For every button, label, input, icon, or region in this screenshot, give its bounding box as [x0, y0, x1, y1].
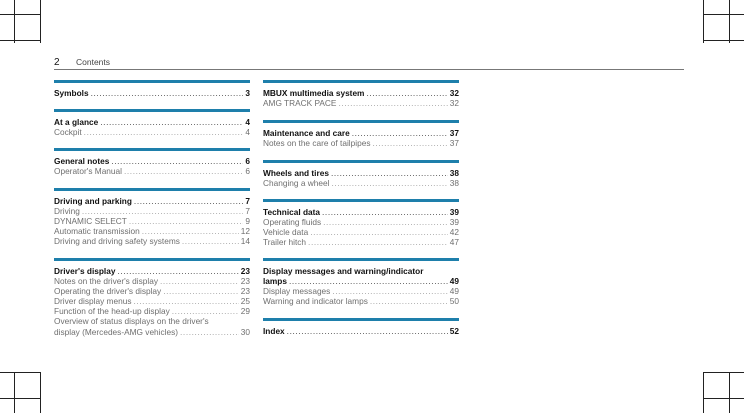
section-bar — [54, 188, 250, 191]
crop-mark — [14, 0, 15, 43]
crop-mark — [703, 0, 704, 43]
toc-page: 9 — [245, 216, 250, 227]
toc-subentry[interactable] — [263, 227, 459, 237]
toc-section-index — [263, 318, 459, 336]
toc-label: Warning and indicator lamps — [263, 296, 368, 307]
toc-page: 12 — [240, 226, 250, 237]
toc-entry[interactable] — [54, 196, 250, 206]
toc-page: 3 — [245, 88, 250, 98]
toc-label: Changing a wheel — [263, 178, 330, 189]
toc-page: 47 — [449, 237, 459, 248]
toc-label: Vehicle data — [263, 227, 309, 238]
toc-section-symbols — [54, 80, 250, 98]
toc-page: 38 — [449, 178, 459, 189]
toc-entry[interactable] — [263, 128, 459, 138]
toc-label: AMG TRACK PACE — [263, 98, 337, 109]
section-bar — [263, 258, 459, 261]
toc-label: Display messages — [263, 286, 331, 297]
toc-title: Symbols — [54, 88, 89, 98]
toc-subentry[interactable] — [54, 226, 250, 236]
header-divider — [54, 69, 684, 70]
toc-subentry[interactable] — [54, 296, 250, 306]
toc-entry[interactable] — [54, 88, 250, 98]
toc-page: 32 — [449, 88, 459, 98]
toc-page: 32 — [449, 98, 459, 109]
toc-label-line1: Overview of status displays on the driver's — [54, 316, 209, 327]
toc-label: Driving — [54, 206, 80, 217]
toc-section-drivers-display — [54, 258, 250, 337]
crop-mark — [729, 0, 730, 43]
toc-label: Notes on the care of tailpipes — [263, 138, 371, 149]
toc-subentry[interactable] — [263, 217, 459, 227]
toc-page: 37 — [449, 138, 459, 149]
toc-subentry[interactable] — [54, 236, 250, 246]
toc-label: Notes on the driver's display — [54, 276, 158, 287]
toc-label: Operator's Manual — [54, 166, 122, 177]
toc-entry[interactable] — [263, 88, 459, 98]
toc-label: Operating the driver's display — [54, 286, 162, 297]
crop-mark — [0, 372, 40, 373]
toc-label: Function of the head-up display — [54, 306, 170, 317]
toc-title: Maintenance and care — [263, 128, 350, 138]
toc-section-general-notes — [54, 148, 250, 176]
toc-page: 30 — [240, 326, 250, 337]
toc-page: 4 — [245, 127, 250, 138]
toc-page: 23 — [240, 276, 250, 287]
toc-label: Automatic transmission — [54, 226, 140, 237]
section-bar — [54, 109, 250, 112]
section-bar — [263, 120, 459, 123]
toc-section-mbux — [263, 80, 459, 108]
toc-subentry[interactable] — [54, 127, 250, 137]
toc-page: 4 — [245, 117, 250, 127]
toc-title: At a glance — [54, 117, 99, 127]
toc-section-at-a-glance — [54, 109, 250, 137]
toc-page: 25 — [240, 296, 250, 307]
crop-mark — [0, 398, 40, 399]
crop-mark — [704, 372, 744, 373]
toc-label: Cockpit — [54, 127, 82, 138]
toc-page: 49 — [449, 286, 459, 297]
toc-page: 23 — [240, 286, 250, 297]
toc-section-wheels — [263, 160, 459, 188]
toc-label: Driver display menus — [54, 296, 132, 307]
crop-mark — [704, 40, 744, 41]
toc-title-line1: Display messages and warning/indicator — [263, 266, 424, 276]
toc-label: Trailer hitch — [263, 237, 307, 248]
toc-page: 14 — [240, 236, 250, 247]
section-bar — [54, 258, 250, 261]
toc-subentry[interactable] — [54, 216, 250, 226]
crop-mark — [0, 14, 40, 15]
toc-label: display (Mercedes-AMG vehicles) — [54, 326, 179, 337]
toc-title: Wheels and tires — [263, 168, 329, 178]
page-title: Contents — [76, 57, 111, 67]
page-number: 2 — [54, 57, 60, 68]
toc-title: Driver's display — [54, 266, 116, 276]
toc-entry[interactable] — [263, 276, 459, 286]
crop-mark — [729, 372, 730, 413]
crop-mark — [40, 372, 41, 413]
section-bar — [263, 318, 459, 321]
crop-mark — [704, 398, 744, 399]
toc-subentry[interactable] — [263, 178, 459, 188]
toc-title: General notes — [54, 156, 110, 166]
toc-page: 6 — [245, 166, 250, 177]
toc-section-driving-and-parking — [54, 188, 250, 246]
toc-page: 23 — [240, 266, 250, 276]
toc-section-display-messages — [263, 258, 459, 306]
crop-mark — [704, 14, 744, 15]
toc-subentry[interactable] — [54, 306, 250, 316]
toc-title: Driving and parking — [54, 196, 132, 206]
toc-subentry[interactable] — [263, 286, 459, 296]
toc-label: Operating fluids — [263, 217, 322, 228]
toc-subentry[interactable] — [263, 98, 459, 108]
toc-entry[interactable] — [54, 117, 250, 127]
toc-title: Technical data — [263, 207, 321, 217]
toc-subentry[interactable] — [263, 296, 459, 306]
toc-page: 6 — [245, 156, 250, 166]
toc-page: 37 — [449, 128, 459, 138]
toc-title: lamps — [263, 276, 287, 287]
toc-subentry[interactable] — [54, 327, 250, 337]
toc-subentry[interactable] — [54, 166, 250, 176]
toc-entry[interactable] — [263, 168, 459, 178]
toc-page: 39 — [449, 207, 459, 217]
toc-subentry[interactable] — [54, 276, 250, 286]
toc-section-maintenance — [263, 120, 459, 148]
toc-title: Index — [263, 326, 285, 336]
toc-page: 7 — [245, 206, 250, 217]
toc-entry[interactable] — [263, 326, 459, 336]
section-bar — [263, 160, 459, 163]
toc-page: 39 — [449, 217, 459, 228]
crop-mark — [703, 372, 704, 413]
toc-label: DYNAMIC SELECT — [54, 216, 127, 227]
toc-entry[interactable] — [54, 266, 250, 276]
toc-label: Driving and driving safety systems — [54, 236, 180, 247]
toc-page: 7 — [245, 196, 250, 206]
section-bar — [54, 148, 250, 151]
toc-page: 42 — [449, 227, 459, 238]
toc-page: 50 — [449, 296, 459, 307]
section-bar — [54, 80, 250, 83]
toc-subentry[interactable] — [54, 286, 250, 296]
toc-subentry[interactable] — [263, 138, 459, 148]
crop-mark — [14, 372, 15, 413]
toc-page: 52 — [449, 326, 459, 336]
toc-subentry[interactable] — [263, 237, 459, 247]
toc-entry[interactable] — [263, 207, 459, 217]
toc-section-technical-data — [263, 199, 459, 247]
crop-mark — [40, 0, 41, 43]
toc-page: 49 — [449, 276, 459, 287]
section-bar — [263, 199, 459, 202]
toc-page: 38 — [449, 168, 459, 178]
toc-entry[interactable] — [54, 156, 250, 166]
crop-mark — [0, 40, 40, 41]
toc-subentry[interactable] — [54, 206, 250, 216]
toc-title: MBUX multimedia system — [263, 88, 365, 98]
section-bar — [263, 80, 459, 83]
toc-page: 29 — [240, 306, 250, 317]
